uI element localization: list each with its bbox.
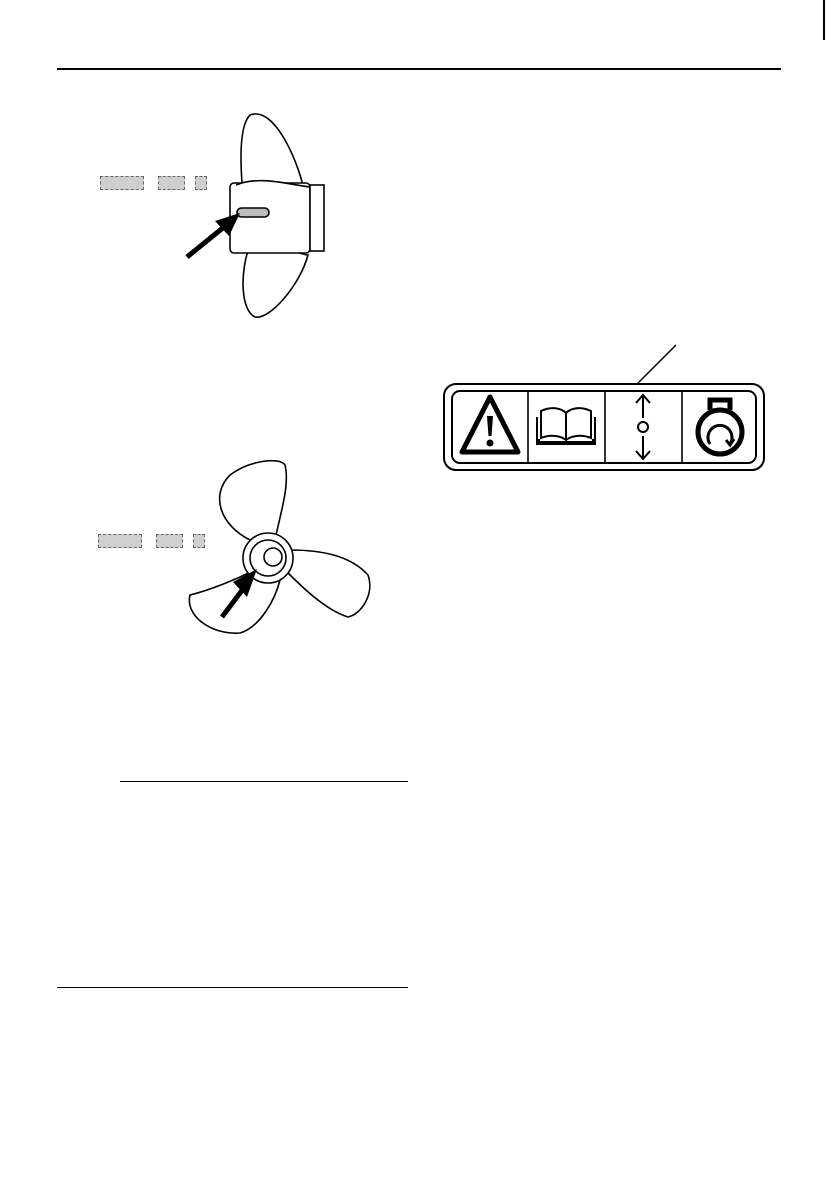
redacted-box: [156, 534, 183, 548]
section-rule-short: [120, 781, 408, 782]
header-rule: [57, 68, 781, 70]
redacted-box: [100, 176, 144, 190]
page-edge-bar: [823, 0, 825, 40]
propeller-front-view: [180, 455, 380, 640]
warning-label: [440, 340, 770, 475]
callout-leader-line: [638, 345, 676, 383]
propeller-marking: [237, 208, 269, 217]
propeller-side-view: [150, 105, 370, 325]
section-rule: [57, 987, 408, 988]
redacted-box: [98, 534, 142, 548]
